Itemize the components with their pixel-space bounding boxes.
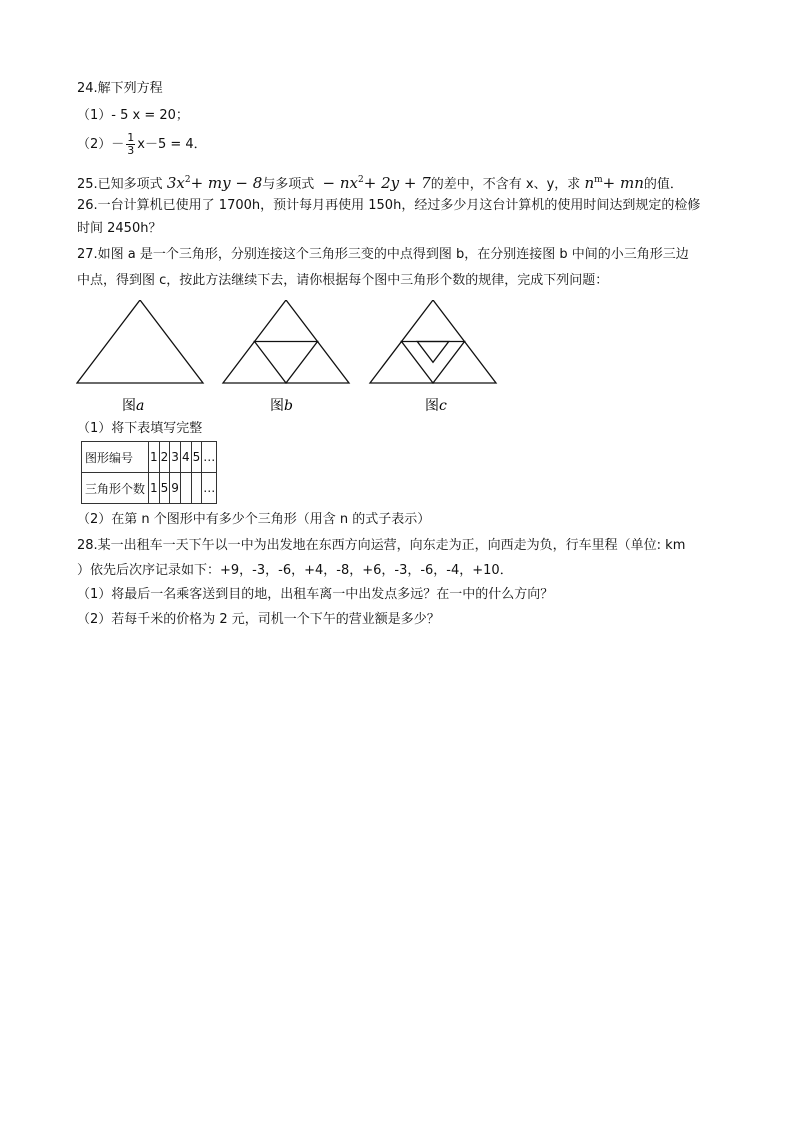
q25-mid: 与多项式 xyxy=(262,177,315,192)
q24-part2-prefix: （2）－ xyxy=(77,137,125,152)
q28-line1: 28.某一出租车一天下午以一中为出发地在东西方向运营，向东走为正，向西走为负，行车里程（单位: km xyxy=(77,538,686,553)
q24-part2-suffix: x－5 = 4． xyxy=(137,137,207,152)
q26-line2: 时间 2450h？ xyxy=(77,221,162,236)
table-row-figure-number xyxy=(82,442,217,473)
q28-part2: （2）若每千米的价格为 2 元，司机一个下午的营业额是多少？ xyxy=(77,612,440,627)
fraction-denominator: 3 xyxy=(127,144,135,157)
table-header-figure-number: 图形编号 xyxy=(82,442,149,473)
q27-line2: 中点，得到图 c，按此方法继续下去，请你根据每个图中三角形个数的规律，完成下列问题： xyxy=(77,273,609,288)
poly-b-term1: − nx xyxy=(322,174,359,192)
table-cell: 9 xyxy=(170,473,181,504)
table-cell: 5 xyxy=(191,442,202,473)
figure-b-label: 图b xyxy=(270,398,293,414)
table-cell: … xyxy=(202,473,217,504)
table-cell: 5 xyxy=(159,473,170,504)
triangle-figures xyxy=(76,300,506,419)
poly-b-exponent: 2 xyxy=(358,175,364,185)
table-cell: … xyxy=(202,442,217,473)
q27-part2: （2）在第 n 个图形中有多少个三角形（用含 n 的式子表示） xyxy=(77,512,431,527)
table-cell: 1 xyxy=(149,473,160,504)
target-base: n xyxy=(584,174,595,192)
q28-part1: （1）将最后一名乘客送到目的地，出租车离一中出发点多远？在一中的什么方向？ xyxy=(77,587,554,602)
q26-line1: 26.一台计算机已使用了 1700h，预计每月再使用 150h，经过多少月这台计算机的使用时间达到规定的检修 xyxy=(77,198,701,213)
fraction-numerator: 1 xyxy=(127,131,135,144)
q27-part1: （1）将下表填写完整 xyxy=(77,421,203,436)
poly-a-exponent: 2 xyxy=(184,175,191,185)
q25-text xyxy=(77,171,683,194)
figure-a-label: 图a xyxy=(122,398,145,414)
table-row-triangle-count xyxy=(82,473,217,504)
expression-target xyxy=(584,174,643,192)
table-cell: 1 xyxy=(149,442,160,473)
polynomial-b xyxy=(323,174,431,192)
table-cell: 4 xyxy=(180,442,191,473)
table-header-triangle-count: 三角形个数 xyxy=(82,473,149,504)
figure-c-inner-triangle xyxy=(417,342,449,363)
q25-mid2: 的差中，不含有 x、y，求 xyxy=(430,177,581,192)
table-cell: 3 xyxy=(170,442,181,473)
table-cell: 2 xyxy=(159,442,170,473)
q24-part2 xyxy=(77,131,207,159)
figure-a-triangle xyxy=(77,300,203,383)
q24-part1: （1）- 5 x = 20； xyxy=(77,108,189,123)
table-cell-blank xyxy=(180,473,191,504)
triangle-count-table xyxy=(81,441,217,504)
q25-suffix: 的值． xyxy=(643,177,683,192)
target-rest: + mn xyxy=(602,174,644,192)
fraction-one-third xyxy=(126,132,135,157)
poly-a-rest: + my − 8 xyxy=(190,174,263,192)
q24-title: 24.解下列方程 xyxy=(77,81,163,96)
triangle-figures-svg xyxy=(76,300,506,415)
figure-c-label: 图c xyxy=(425,398,447,414)
table-cell-blank xyxy=(191,473,202,504)
q25-prefix: 25.已知多项式 xyxy=(77,177,163,192)
poly-a-term1: 3x xyxy=(166,174,185,192)
polynomial-a xyxy=(167,174,262,192)
target-exponent: m xyxy=(594,175,603,185)
poly-b-rest: + 2y + 7 xyxy=(363,174,431,192)
q27-line1: 27.如图 a 是一个三角形，分别连接这个三角形三变的中点得到图 b，在分别连接图 b 中间的小三角形三边 xyxy=(77,247,689,262)
q28-line2: ）依先后次序记录如下：+9，-3，-6，+4，-8，+6，-3，-6，-4，+10． xyxy=(77,563,513,578)
figure-b-inner-triangle xyxy=(255,342,318,384)
